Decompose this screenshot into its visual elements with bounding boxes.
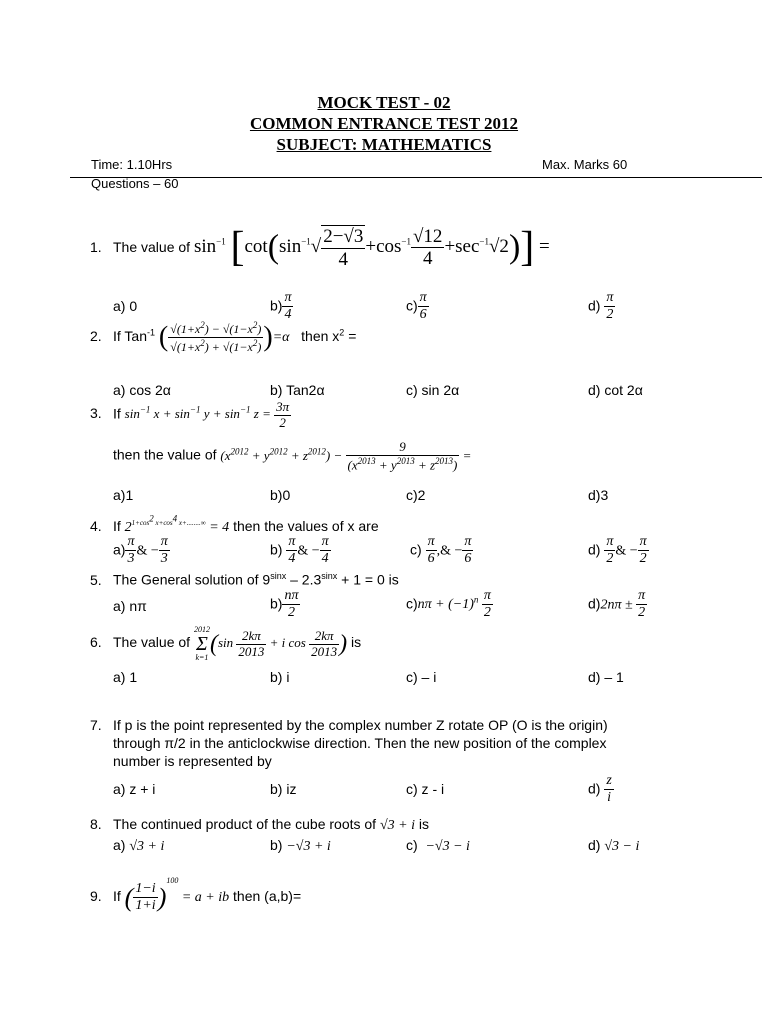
question-8-expression: √3 + i	[379, 818, 415, 833]
option-math: $\frac{\pi}{6}$	[419, 290, 427, 323]
question-suffix: then x	[301, 328, 340, 344]
option-math: $\frac{\pi}{2}$	[638, 588, 646, 621]
question-1	[90, 225, 550, 271]
q2-option-c: c) sin 2α	[406, 382, 460, 398]
q2-option-a: a) cos 2α	[113, 382, 171, 398]
q7-option-b: b) iz	[270, 781, 297, 797]
question-number: 4.	[90, 517, 102, 534]
option-label: b)	[270, 541, 283, 558]
option-label: c)	[406, 837, 418, 853]
question-3	[90, 400, 291, 431]
document-title-block	[0, 92, 768, 155]
q2-option-d: d) cot 2α	[588, 382, 643, 398]
option-label: c)	[406, 595, 418, 612]
q7-option-c: c) z - i	[406, 781, 445, 797]
option-math: $\frac{\pi}{2}$	[639, 534, 647, 567]
question-text: If p is the point represented by the complex number Z rotate OP (O is the origin)	[113, 717, 608, 733]
question-2: 2. If Tan$^{-1}$ ( $\frac{√(1+x^2) - √(1-x^2)}{√(1+x^2) + √(1-x^2)}$ )=α then $x^2$ =	[90, 320, 357, 354]
question-suffix: is	[418, 816, 429, 832]
option-math: $\frac{\pi}{3}$	[160, 534, 168, 567]
q4-option-c: c) $\frac{\pi}{6}$ ,& − $\frac{\pi}{6}$	[410, 534, 472, 567]
question-7	[90, 716, 608, 770]
option-math: $\frac{\pi}{4}$	[284, 290, 292, 323]
option-math: $\frac{z}{i}$	[606, 773, 612, 806]
question-4-expression: $2^{1+cos^2 x+cos^4 x+........\infty} = 4$	[124, 514, 230, 535]
question-1-expression: $\sin^{-1} [\cot(\sin^{-1}√$ $\frac{2-√3}{4}$ $+\cos^{-1}$ $\frac{√12}{4}$ $+\sec^{-1}√2$)] =	[193, 224, 550, 271]
option-label: a)	[113, 837, 126, 853]
question-number: 2.	[90, 328, 102, 344]
question-9	[90, 872, 301, 914]
question-6-expression: 2012 Σ k=1 (sin $\frac{2k\pi}{2013}$ + i cos $\frac{2k\pi}{2013}$ )	[193, 625, 348, 662]
option-math: $\frac{\pi}{4}$	[288, 534, 296, 567]
question-number: 9.	[90, 888, 102, 904]
question-text: then the value of	[113, 446, 217, 463]
question-3-condition: $\sin^{-1} x + \sin^{-1} y + \sin^{-1} z$ = $\frac{3\pi}{2}$	[124, 399, 290, 430]
option-label: d)	[588, 780, 601, 797]
q5-option-d: d)2nπ ± $\frac{\pi}{2}$	[588, 588, 646, 621]
q8-option-a: a) √3 + i	[113, 837, 165, 854]
time-label: Time: 1.10Hrs	[91, 157, 173, 172]
question-5: 5. The General solution of $9^{sinx} - 2.3^{sinx} + 1 = 0$ is	[90, 571, 399, 588]
q6-option-c: c) – i	[406, 669, 437, 685]
question-number: 7.	[90, 717, 102, 733]
q3-option-b: b)0	[270, 487, 291, 503]
q8-option-b: b) −√3 + i	[270, 837, 331, 854]
option-math: $\frac{\pi}{4}$	[321, 534, 329, 567]
option-label: b)	[270, 297, 283, 314]
question-8	[90, 815, 429, 835]
question-suffix: then the values of x are	[233, 517, 379, 534]
question-3-expression: $(x^{2012} + y^{2012} + z^{2012})$ − $\frac{9}{(x^{2013} + y^{2013} + z^{2013})}$ =	[220, 439, 472, 473]
option-label: d)	[588, 837, 601, 853]
question-6	[90, 626, 361, 662]
q3-option-d: d)3	[588, 487, 609, 503]
question-number: 6.	[90, 633, 102, 650]
q1-option-a: a) 0	[113, 298, 138, 314]
title-mock-test: MOCK TEST - 02	[317, 93, 451, 112]
option-label: a)	[113, 541, 126, 558]
q5-option-a: a) nπ	[113, 598, 147, 614]
question-text: If	[113, 517, 121, 534]
q1-option-b	[270, 290, 293, 323]
question-suffix: then (a,b)=	[233, 888, 302, 904]
q4-option-b: b) $\frac{\pi}{4}$ & − $\frac{\pi}{4}$	[270, 534, 329, 567]
option-label: d)	[588, 297, 601, 314]
max-marks-label: Max. Marks 60	[542, 157, 628, 172]
q6-option-a: a) 1	[113, 669, 138, 685]
question-suffix: is	[350, 633, 362, 650]
option-math: $\frac{\pi}{6}$	[427, 534, 435, 567]
q5-option-c: $c)n\pi + (-1)^n$ $\frac{\pi}{2}$	[406, 588, 491, 621]
option-label: b)	[270, 837, 283, 853]
option-math: $\frac{\pi}{2}$	[483, 588, 491, 621]
question-text: If	[113, 888, 121, 904]
title-subject: SUBJECT: MATHEMATICS	[276, 135, 492, 154]
q7-option-d	[588, 773, 614, 806]
question-2-expression: $\frac{√(1+x^2) - √(1-x^2)}{√(1+x^2) + √(1-x^2)}$	[170, 320, 262, 354]
question-text: If Tan	[113, 328, 147, 344]
question-text: The General solution of 9	[113, 571, 271, 588]
question-text: If	[113, 405, 121, 422]
option-label: b)	[270, 595, 283, 612]
q8-option-c: c) −√3 − i	[406, 837, 470, 854]
question-text: number is represented by	[113, 753, 272, 769]
questions-count-label: Questions – 60	[91, 176, 179, 191]
q6-option-b: b) i	[270, 669, 290, 685]
q4-option-a: a) $\frac{\pi}{3}$ & − $\frac{\pi}{3}$	[113, 534, 168, 567]
q6-option-d: d) – 1	[588, 669, 624, 685]
q3-option-c: c)2	[406, 487, 426, 503]
question-number: 5.	[90, 571, 102, 588]
q7-option-a: a) z + i	[113, 781, 156, 797]
question-text: The value of	[113, 239, 191, 256]
option-math: $\frac{n\pi}{2}$	[284, 588, 299, 621]
option-math: $\frac{\pi}{2}$	[606, 290, 614, 323]
question-text: The value of	[113, 633, 191, 650]
question-number: 3.	[90, 405, 102, 422]
q3-option-a: a)1	[113, 487, 134, 503]
q2-option-b: b) Tan2α	[270, 382, 325, 398]
option-label: c)	[410, 541, 422, 558]
q1-option-d	[588, 290, 615, 323]
question-3-line2	[113, 440, 471, 473]
option-label: d)	[588, 541, 601, 558]
option-math: $\frac{\pi}{2}$	[606, 534, 614, 567]
q5-option-b	[270, 588, 300, 621]
question-4	[90, 510, 379, 537]
option-label: d)	[588, 595, 601, 612]
title-exam: COMMON ENTRANCE TEST 2012	[249, 114, 519, 133]
question-number: 1.	[90, 239, 102, 256]
question-text: through π/2 in the anticlockwise direction. Then the new position of the complex	[113, 735, 607, 751]
question-number: 8.	[90, 816, 102, 832]
question-9-expression: ( $\frac{1-i}{1+i}$ )$^{100}$ = a + ib	[124, 876, 230, 914]
question-text: The continued product of the cube roots of	[113, 816, 377, 832]
option-math: $\frac{\pi}{3}$	[127, 534, 135, 567]
q1-option-c	[406, 290, 429, 323]
option-label: c)	[406, 297, 418, 314]
option-math: $\frac{\pi}{6}$	[464, 534, 472, 567]
q4-option-d: d) $\frac{\pi}{2}$ & − $\frac{\pi}{2}$	[588, 534, 647, 567]
q8-option-d: d) √3 − i	[588, 837, 640, 854]
